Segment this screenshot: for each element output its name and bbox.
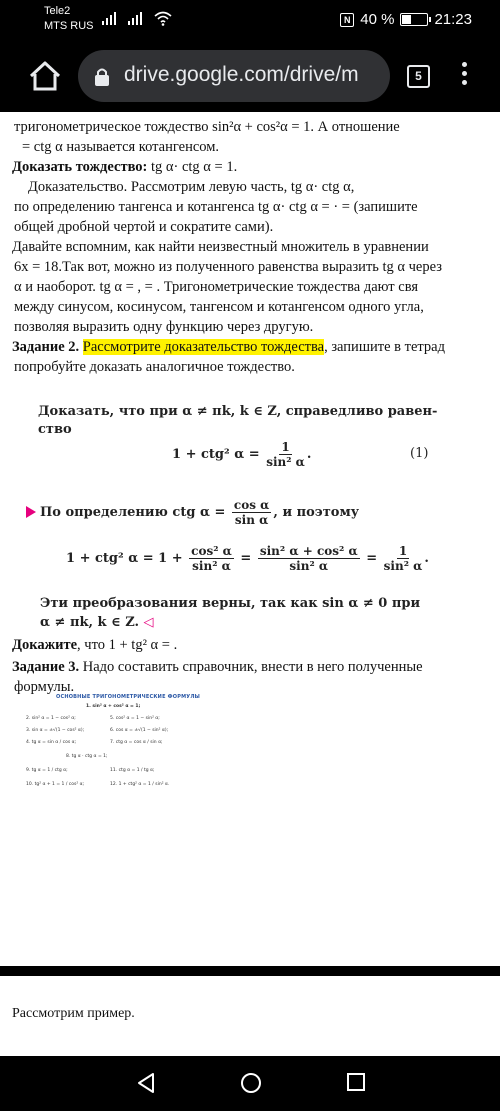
task2-line [12, 338, 445, 356]
doc-line: 6x = 18.Так вот, можно из полученного равенства выразить tg α через [14, 259, 442, 275]
document-page [0, 112, 500, 966]
lock-icon [94, 67, 110, 87]
prove-heading: Доказать тождество: [12, 159, 148, 175]
doc-text: tg α· ctg α = 1. [147, 159, 238, 175]
textbook-line: Доказать, что при α ≠ πk, k ∈ Z, справедливо равен- [38, 404, 438, 419]
doc-line: тригонометрическое тождество sin²α + cos²α = 1. А отношение [14, 119, 400, 135]
carrier-info [44, 4, 94, 34]
formula-2: 1 + ctg² α = 1 + $\frac{\text{cos² α}}{\text{sin² α}}$ = $\frac{\text{sin² α + cos² α}}{\text{sin² α}}$ = $\frac{1}{\text{sin² α}}$ . [66, 544, 429, 573]
reference-formula: 11. ctg α = 1 / tg α; [110, 768, 155, 773]
textbook-line: Эти преобразования верны, так как sin α ≠ 0 при [40, 596, 421, 611]
numerator: 1 [398, 544, 408, 558]
fraction [384, 544, 423, 573]
fraction [189, 544, 234, 573]
wifi-icon [154, 10, 172, 26]
signal-icon [128, 12, 142, 25]
doc-line: Доказательство. Рассмотрим левую часть, tg α· ctg α, [28, 179, 355, 195]
nfc-icon: N [340, 13, 354, 27]
doc-line: между синусом, косинусом, тангенсом и котангенсом одного угла, [14, 299, 424, 315]
doc-line [12, 158, 237, 176]
reference-formula: 6. cos α = ±√(1 − sin² α); [110, 728, 169, 733]
page-separator [0, 966, 500, 976]
carrier-name-2: MTS RUS [44, 20, 94, 32]
numerator: sin² α + cos² α [259, 544, 358, 558]
numerator: cos² α [191, 544, 232, 558]
end-marker-icon: ◁ [143, 615, 154, 630]
next-page-text: Рассмотрим пример. [12, 1006, 135, 1021]
textbook-line [40, 498, 359, 527]
doc-line: формулы. [14, 679, 75, 695]
tabs-icon[interactable]: 5 [407, 65, 430, 88]
textbook-line [40, 615, 154, 630]
denominator: sin α [234, 513, 269, 527]
url-text[interactable]: drive.google.com/drive/m [124, 63, 359, 86]
task3-line [12, 658, 423, 676]
textbook-line: ство [38, 422, 72, 437]
doc-line: Давайте вспомним, как найти неизвестный множитель в уравнении [12, 239, 429, 255]
doc-line: позволяя выразить одну функцию через другую. [14, 319, 314, 335]
formula-text: , и поэтому [273, 505, 360, 520]
doc-text: , что 1 + tg² α = . [77, 637, 178, 653]
highlighted-text: Рассмотрите доказательство тождества [82, 339, 325, 355]
pointer-triangle-icon [26, 506, 36, 518]
home-icon[interactable] [28, 60, 62, 92]
browser-toolbar [0, 40, 500, 112]
reference-formula: 3. sin α = ±√(1 − cos² α); [26, 728, 85, 733]
doc-line: попробуйте доказать аналогичное тождество. [14, 359, 295, 375]
fraction [258, 544, 360, 573]
numerator: cos α [233, 498, 270, 512]
task2-label: Задание 2. [12, 339, 80, 355]
reference-formula: 2. sin² α = 1 − cos² α; [26, 716, 76, 721]
battery-percent: 40 % [360, 11, 395, 28]
status-right [340, 11, 472, 28]
reference-formula: 5. cos² α = 1 − sin² α; [110, 716, 160, 721]
battery-fill [402, 15, 411, 24]
doc-text: , запишите в тетрад [324, 339, 445, 355]
clock: 21:23 [434, 11, 472, 28]
navigation-bar [0, 1056, 500, 1111]
reference-formula: 7. ctg α = cos α / sin α; [110, 740, 163, 745]
reference-formula: 12. 1 + ctg² α = 1 / sin² α. [110, 782, 170, 787]
formula-reference-image [26, 694, 202, 824]
denominator: sin² α [383, 559, 423, 573]
denominator: sin² α [289, 559, 329, 573]
next-page [0, 976, 500, 1056]
doc-line: α и наоборот. tg α = , = . Тригонометрические тождества дают свя [14, 279, 419, 295]
fraction [266, 440, 305, 469]
carrier-name-1: Tele2 [44, 5, 71, 17]
formula-text: По определению ctg α = [40, 505, 226, 520]
formula-text: α ≠ πk, k ∈ Z. [40, 615, 139, 630]
reference-title: ОСНОВНЫЕ ТРИГОНОМЕТРИЧЕСКИЕ ФОРМУЛЫ [56, 694, 201, 700]
fraction [232, 498, 271, 527]
doc-line: по определению тангенса и котангенса tg α· ctg α = · = (запишите [14, 199, 418, 215]
menu-icon[interactable] [460, 62, 468, 89]
recents-icon[interactable] [346, 1072, 366, 1092]
home-circle-icon[interactable] [240, 1072, 262, 1094]
battery-icon [400, 13, 428, 26]
denominator: sin² α [266, 455, 305, 469]
task3-label: Задание 3. [12, 659, 80, 675]
prove-line [12, 636, 177, 654]
numerator: 1 [281, 440, 290, 454]
reference-formula: 9. tg α = 1 / ctg α; [26, 768, 68, 773]
doc-text: Надо составить справочник, внести в него полученные [79, 659, 423, 675]
doc-line: = ctg α называется котангенсом. [22, 139, 220, 155]
status-bar [0, 0, 500, 40]
back-icon[interactable] [136, 1072, 156, 1094]
prove-label: Докажите [12, 637, 78, 653]
formula-text: 1 + ctg² α = [172, 447, 260, 462]
reference-formula: 4. tg α = sin α / cos α; [26, 740, 77, 745]
formula-text: 1 + ctg² α = 1 + [66, 551, 183, 566]
formula-1: 1 + ctg² α = $\frac{1}{\text{sin² α}}$ . [172, 440, 312, 469]
reference-formula: 1. sin² α + cos² α = 1; [86, 704, 141, 709]
address-bar[interactable] [78, 50, 390, 102]
denominator: sin² α [192, 559, 231, 573]
signal-icon [102, 12, 116, 25]
formula-tag: (1) [410, 446, 429, 461]
reference-formula: 8. tg α · ctg α = 1; [66, 754, 108, 759]
doc-line: общей дробной чертой и сократите сами). [14, 219, 274, 235]
reference-formula: 10. tg² α + 1 = 1 / cos² α; [26, 782, 85, 787]
textbook-excerpt [26, 402, 476, 647]
